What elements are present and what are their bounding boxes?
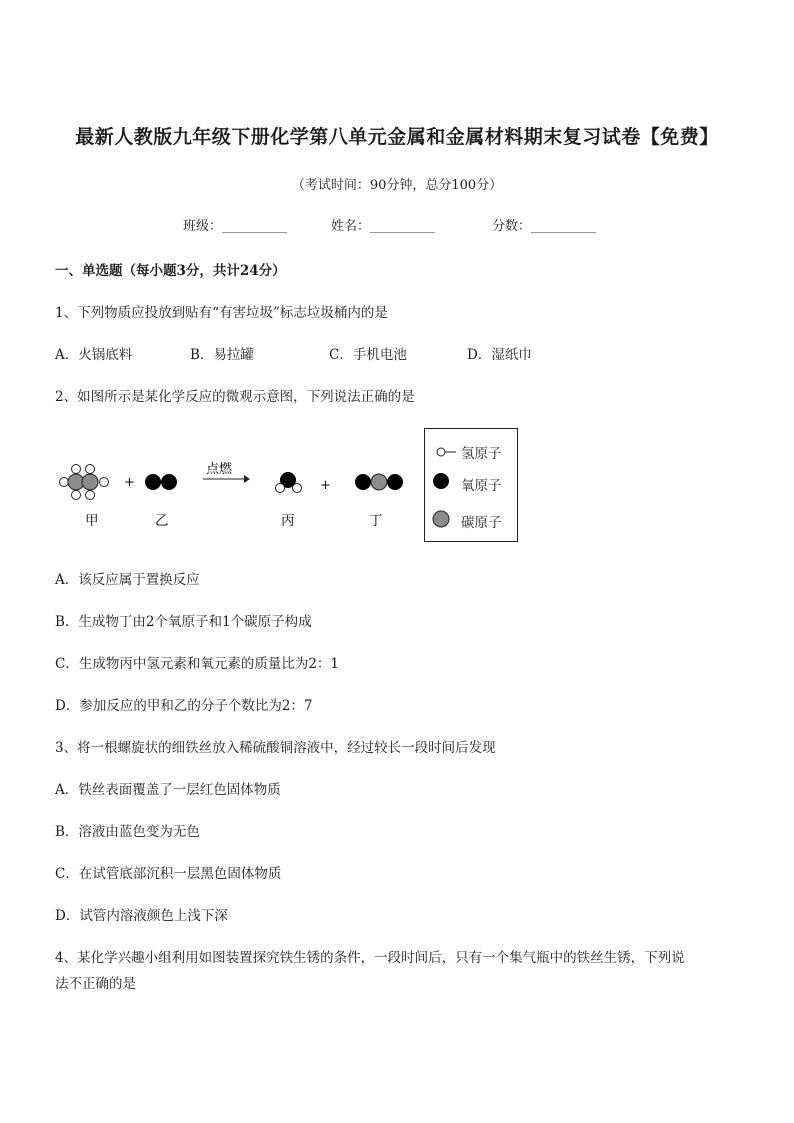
q2-option-d: D．参加反应的甲和乙的分子个数比为2：7 [55, 698, 313, 714]
q3-option-b: B．溶液由蓝色变为无色 [55, 824, 200, 840]
legend-carbon: 碳原子 [461, 515, 502, 531]
oxygen-atom-icon [433, 473, 449, 489]
question-4-stem-line-1: 4、某化学兴趣小组利用如图装置探究铁生锈的条件，一段时间后，只有一个集气瓶中的铁丝生锈，下列说 [55, 950, 685, 966]
reaction-condition: 点燃 [206, 462, 233, 477]
plus-2: + [320, 478, 331, 493]
label-yi: 乙 [155, 513, 169, 529]
plus-1: + [124, 475, 135, 490]
class-field: 班级：__________ [183, 219, 288, 234]
q3-option-d: D．试管内溶液颜色上浅下深 [55, 908, 228, 924]
q2-option-c: C．生成物丙中氢元素和氧元素的质量比为2：1 [55, 656, 340, 672]
question-4-stem-line-2: 法不正确的是 [55, 976, 136, 992]
label-bing: 丙 [281, 513, 295, 529]
hydrogen-atom-icon [437, 448, 445, 456]
q1-option-a: A．火锅底料 [55, 347, 133, 363]
legend-hydrogen: 氢原子 [461, 446, 502, 462]
exam-info: （考试时间：90分钟，总分100分） [291, 178, 503, 193]
label-jia: 甲 [85, 513, 99, 529]
atom-legend [424, 428, 518, 542]
q3-option-c: C．在试管底部沉积一层黑色固体物质 [55, 866, 282, 882]
section-heading: 一、单选题（每小题3分，共计24分） [55, 263, 286, 279]
q1-option-c: C．手机电池 [329, 347, 407, 363]
q1-option-d: D．湿纸巾 [467, 347, 532, 363]
molecule-jia [60, 465, 109, 500]
name-field: 姓名：__________ [331, 219, 436, 234]
legend-oxygen: 氧原子 [461, 478, 502, 494]
label-ding: 丁 [369, 513, 383, 529]
molecule-bing [276, 472, 302, 493]
page-title: 最新人教版九年级下册化学第八单元金属和金属材料期末复习试卷【免费】 [75, 126, 719, 148]
question-1-stem: 1、下列物质应投放到贴有“有害垃圾”标志垃圾桶内的是 [55, 305, 388, 321]
q2-option-b: B．生成物丁由2个氧原子和1个碳原子构成 [55, 614, 312, 630]
question-3-stem: 3、将一根螺旋状的细铁丝放入稀硫酸铜溶液中，经过较长一段时间后发现 [55, 740, 496, 756]
molecule-yi [145, 474, 177, 490]
carbon-atom-icon [433, 511, 449, 527]
score-field: 分数：__________ [492, 219, 597, 234]
arrow-icon [244, 475, 250, 483]
question-2-stem: 2、如图所示是某化学反应的微观示意图，下列说法正确的是 [55, 389, 415, 405]
q1-option-b: B．易拉罐 [190, 347, 254, 363]
q2-option-a: A．该反应属于置换反应 [55, 572, 200, 588]
molecule-ding [355, 474, 403, 490]
q3-option-a: A．铁丝表面覆盖了一层红色固体物质 [55, 782, 281, 798]
